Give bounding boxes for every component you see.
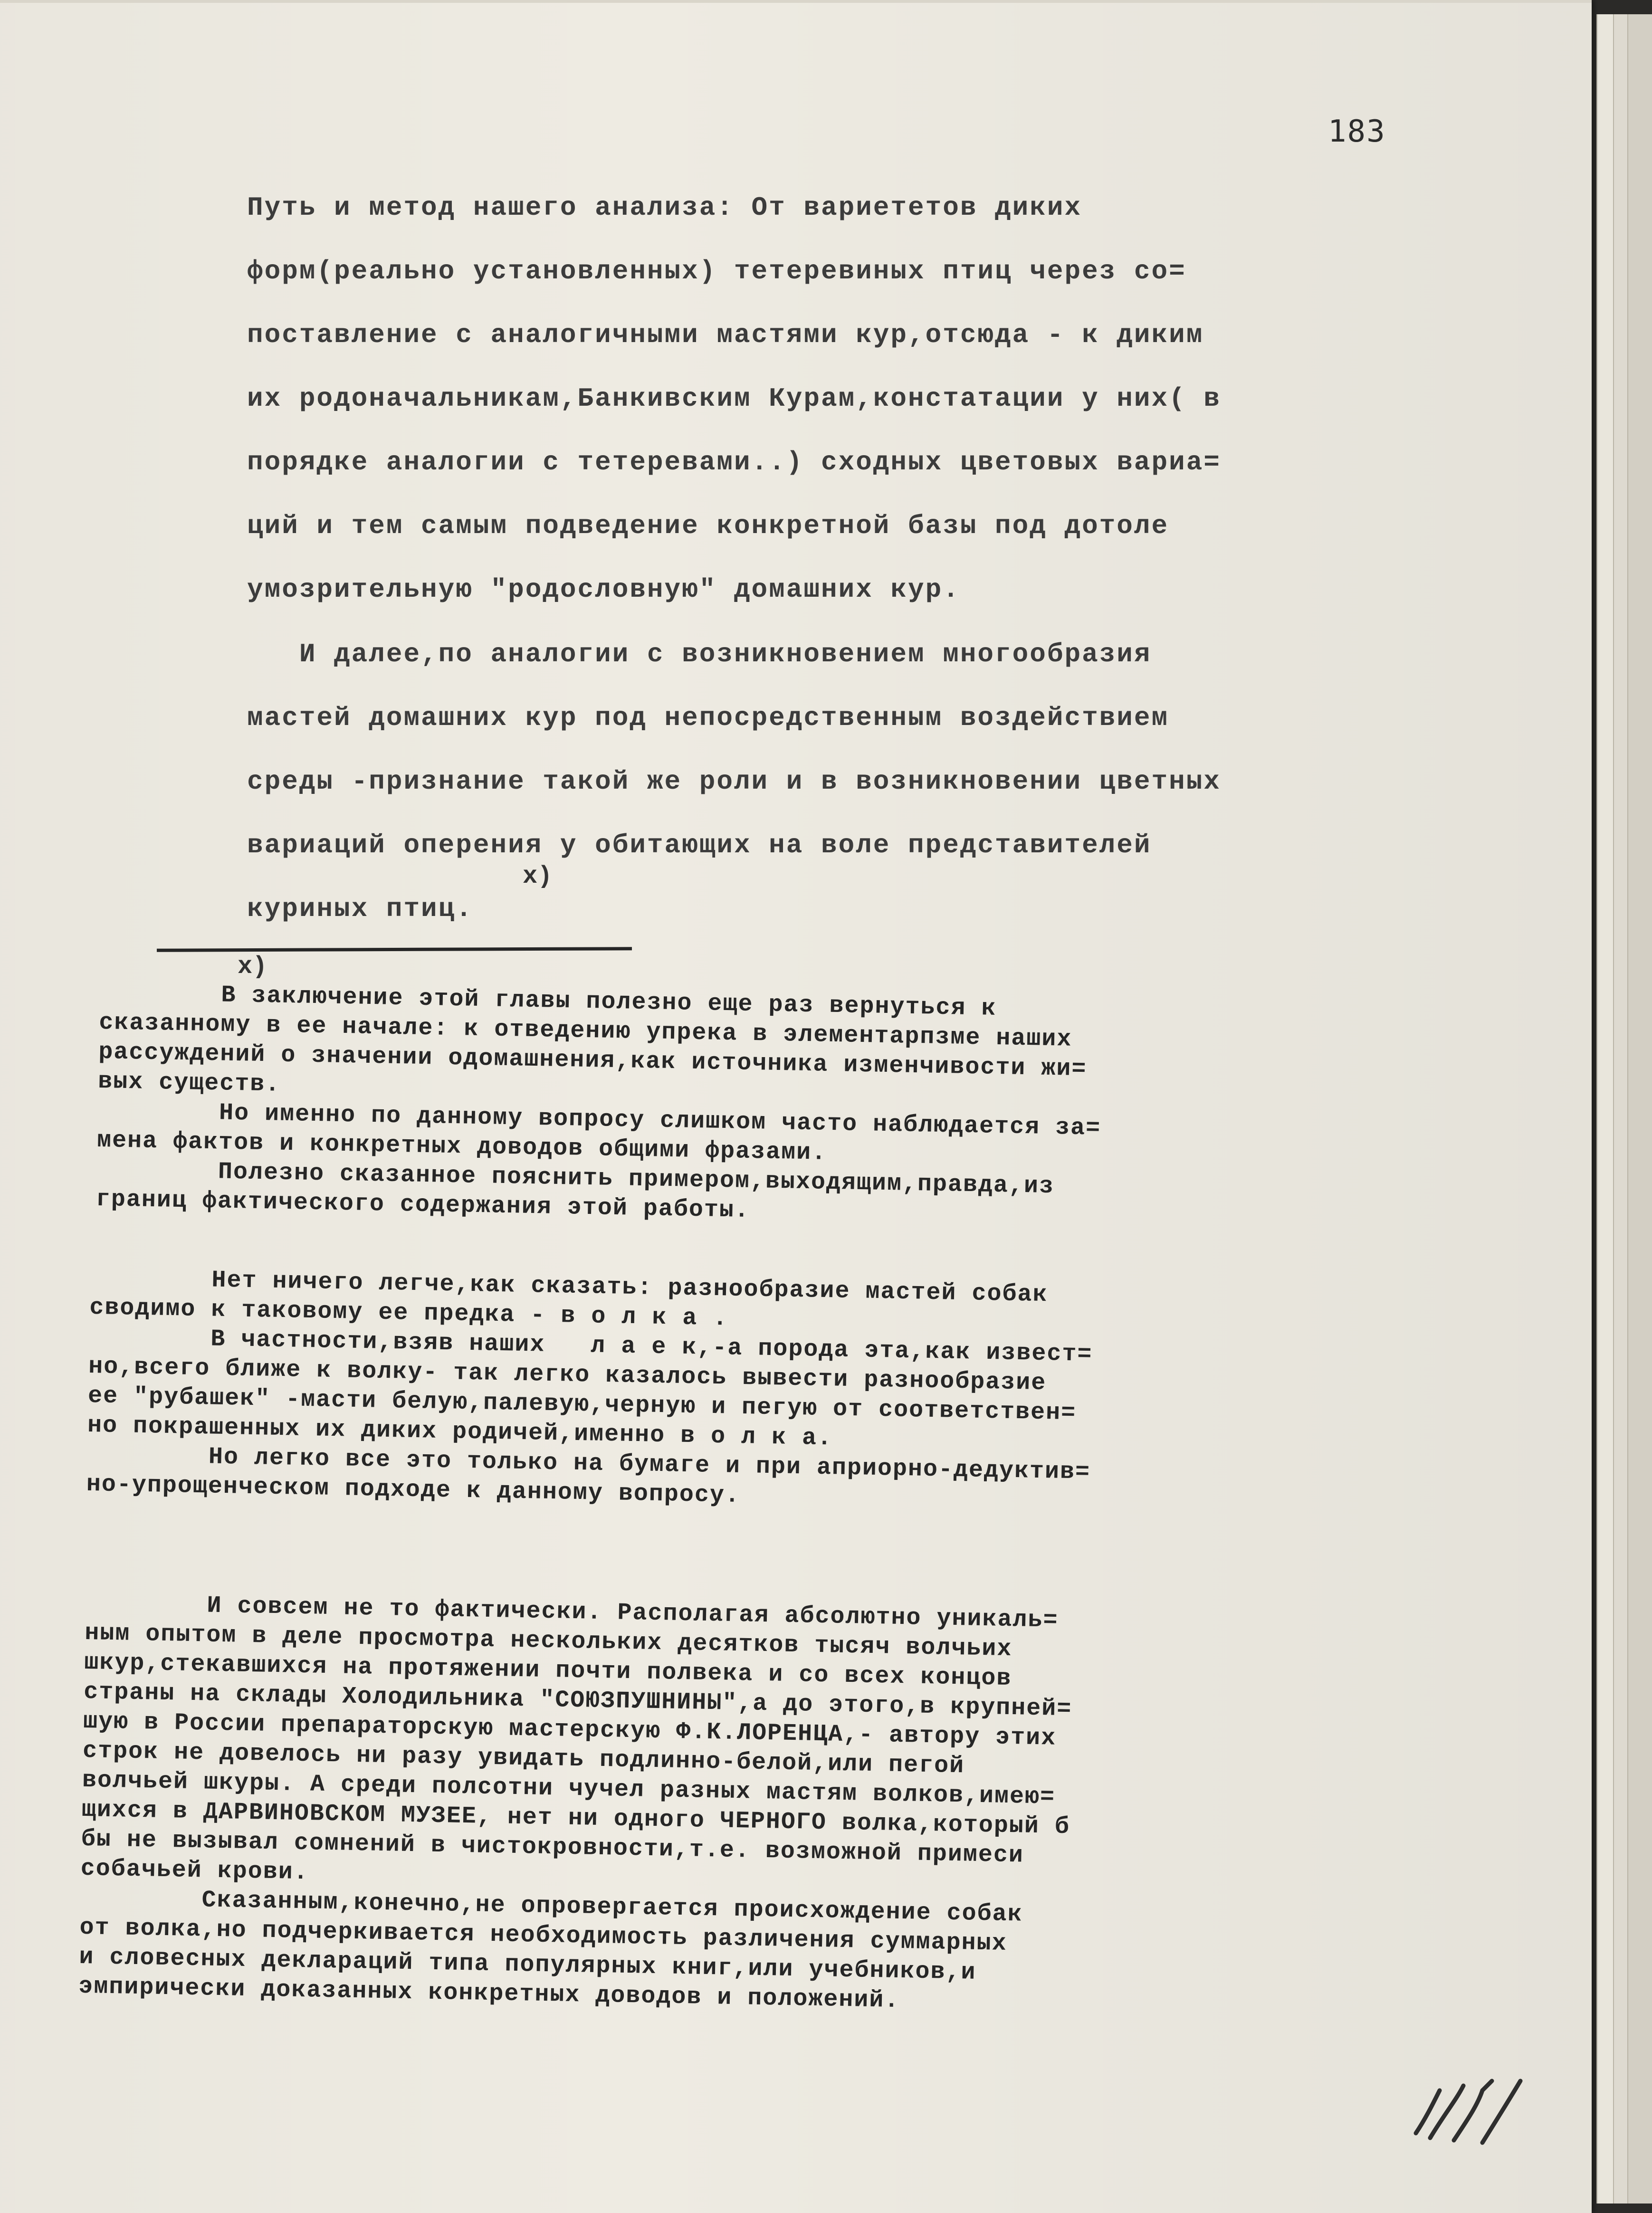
handwritten-folio-mark [1411,2062,1535,2157]
main-paragraph-2: И далее,по аналогии с возникновением многообразия мастей домашних кур под непосредственным воздействием среды -признание такой же роли и в возникновении цветных вариаций оперения у обитающих на воле представителей куриных птиц. [247,639,1221,924]
footnote-paragraph-3: И совсем не то фактически. Располагая абсолютно уникаль= ным опытом в деле просмотра нескольких десятков тысяч волчьих шкур,стекавшихся на протяжении почти полвека и со всех концов страны на склады Холодильника "СОЮЗПУШНИНЫ",а до этого,в крупней= шую в России препараторскую мастерскую Ф.К.ЛОРЕНЦА,- автору этих строк не довелось ни разу увидать подлинно-белой,или пегой волчьей шкуры. А среди полсотни чучел разных мастям волков,имею= щихся в ДАРВИНОВСКОМ МУЗЕЕ, нет ни одного ЧЕРНОГО волка,который б бы не вызывал сомнений в чистокровности,т.е. возможной примеси собачьей крови. Сказанным,конечно,не опровергается происхождение собак от волка,но подчеркивается необходимость различения суммарных и словесных деклараций типа популярных книг,или учебников,и эмпирически доказанных конкретных доводов и положений. [78,1590,1072,2015]
page-stack-edge [1627,14,1652,2203]
footnote-paragraph-2: Нет ничего легче,как сказать: разнообразие мастей собак сводимо к таковому ее предка - в о л к а . В частности,взяв наших л а е к,-а порода эта,как извест= но,всего ближе к волку- так легко казалось вывести разнообразие ее "рубашек" -масти белую,палевую,черную и пегую от соответствен= но покрашенных их диких родичей,именно в о л к а. Но легко все это только на бумаге и при априорно-дедуктив= но-упрощенческом подходе к данному вопросу. [86,1264,1093,1509]
footnote-separator-rule [157,947,632,952]
page-number: 183 [1328,114,1386,149]
main-paragraph-1: Путь и метод нашего анализа: От вариететов диких форм(реально установленных) тетеревиных птиц через со= поставление с аналогичными мастями кур,отсюда - к диким их родоначальникам,Банкивским Курам,констатации у них( в порядке аналогии с тетеревами..) сходных цветовых вариа= ций и тем самым подведение конкретной базы под дотоле умозрительную "родословную" домашних кур. [247,192,1221,605]
page-top-edge [0,0,1592,3]
footnote-reference-mark: х) [523,862,553,890]
footnote-paragraph-1: В заключение этой главы полезно еще раз вернуться к сказанному в ее начале: к отведению упрека в элементарпзме наших рассуждений о значении одомашнения,как источника изменчивости жи= вых существ. Но именно по данному вопросу слишком часто наблюдается за= мена фактов и конкретных доводов общими фразами. Полезно сказанное пояснить примером,выходящим,правда,из границ фактического содержания этой работы. [95,979,1101,1224]
footnote-label: х) [238,953,267,981]
